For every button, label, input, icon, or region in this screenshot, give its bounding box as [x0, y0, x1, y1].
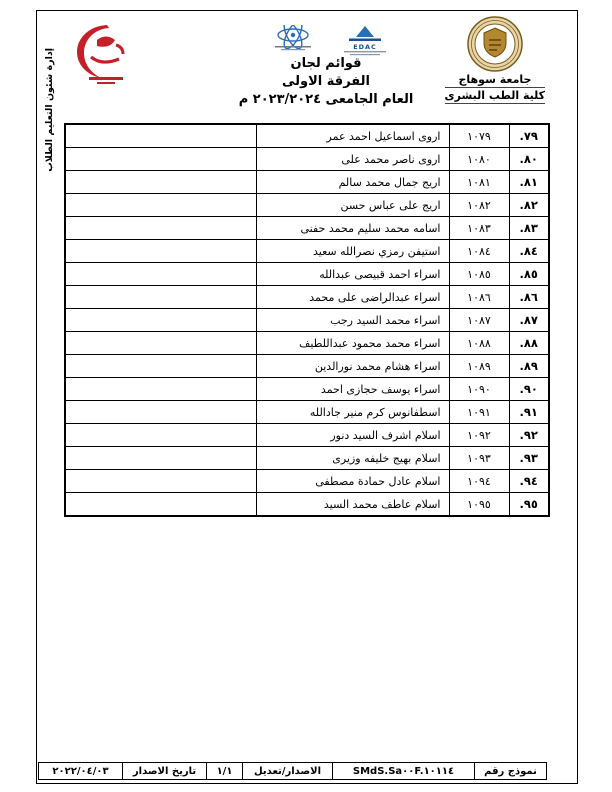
seat-number: ١٠٨٦ — [449, 286, 509, 309]
serial-number: ٩٠. — [509, 378, 549, 401]
table-row — [65, 424, 549, 447]
student-name: اسراء محمد السيد رجب — [256, 309, 449, 332]
table-row — [65, 263, 549, 286]
signature-cell — [65, 263, 256, 286]
table-row — [65, 401, 549, 424]
signature-cell — [65, 401, 256, 424]
table-row — [65, 355, 549, 378]
seat-number: ١٠٨٠ — [449, 148, 509, 171]
student-name: اسراء محمد محمود عبداللطيف — [256, 332, 449, 355]
signature-cell — [65, 194, 256, 217]
department-vertical-label: إدارة شئون التعليم الطلاب — [44, 48, 55, 172]
edac-accreditation-logo — [336, 25, 394, 56]
table-row — [65, 378, 549, 401]
serial-number: ٩٣. — [509, 447, 549, 470]
serial-number: ٧٩. — [509, 124, 549, 148]
seat-number: ١٠٨٢ — [449, 194, 509, 217]
form-number-value: SMdS.Sa٠٠F.١٠١١٤ — [333, 763, 475, 780]
student-name: اريج على عباس حسن — [256, 194, 449, 217]
page-title: قوائم لجان — [290, 56, 362, 71]
edac-logo-text: EDAC — [353, 43, 377, 51]
serial-number: ٩٢. — [509, 424, 549, 447]
signature-cell — [65, 286, 256, 309]
signature-cell — [65, 124, 256, 148]
table-row — [65, 148, 549, 171]
signature-cell — [65, 217, 256, 240]
serial-number: ٨٠. — [509, 148, 549, 171]
seat-number: ١٠٩٠ — [449, 378, 509, 401]
student-name: اسلام عادل حمادة مصطفى — [256, 470, 449, 493]
seat-number: ١٠٨٣ — [449, 217, 509, 240]
table-row — [65, 124, 549, 148]
seat-number: ١٠٩٢ — [449, 424, 509, 447]
university-name: جامعة سوهاج — [445, 73, 545, 88]
accreditation-globe-logo — [264, 25, 322, 56]
signature-cell — [65, 171, 256, 194]
form-footer — [38, 762, 547, 780]
table-row — [65, 332, 549, 355]
student-name: اسراء عبدالراضى على محمد — [256, 286, 449, 309]
table-row — [65, 493, 549, 517]
footer-row — [39, 763, 547, 780]
table-row — [65, 286, 549, 309]
signature-cell — [65, 355, 256, 378]
orbit-globe-icon — [264, 25, 322, 51]
signature-cell — [65, 493, 256, 517]
form-number-label: نموذج رقم — [475, 763, 547, 780]
accreditation-logos — [249, 25, 409, 56]
serial-number: ٨٩. — [509, 355, 549, 378]
signature-cell — [65, 309, 256, 332]
seat-number: ١٠٩١ — [449, 401, 509, 424]
student-name: اريج جمال محمد سالم — [256, 171, 449, 194]
faculty-name: كلية الطب البشرى — [444, 89, 545, 102]
signature-cell — [65, 332, 256, 355]
university-seal-block — [435, 16, 555, 104]
student-name: اسراء احمد قبيصى عبدالله — [256, 263, 449, 286]
student-name: استيفن رمزي نصرالله سعيد — [256, 240, 449, 263]
table-row — [65, 194, 549, 217]
serial-number: ٩٤. — [509, 470, 549, 493]
issue-date-label: تاريخ الاصدار — [123, 763, 207, 780]
page-border-frame — [36, 10, 578, 784]
seat-number: ١٠٨٩ — [449, 355, 509, 378]
signature-cell — [65, 240, 256, 263]
student-roster-table — [64, 123, 550, 517]
student-name: اسلام اشرف السيد دنور — [256, 424, 449, 447]
table-row — [65, 171, 549, 194]
grade-title: الفرقة الاولى — [282, 74, 370, 89]
seat-number: ١٠٧٩ — [449, 124, 509, 148]
roster-body — [65, 124, 549, 516]
sohag-university-seal-icon — [467, 16, 523, 72]
serial-number: ٨٨. — [509, 332, 549, 355]
student-name: اسراء هشام محمد نورالدين — [256, 355, 449, 378]
seat-number: ١٠٨٥ — [449, 263, 509, 286]
table-row — [65, 447, 549, 470]
seat-number: ١٠٨٧ — [449, 309, 509, 332]
revision-value: ١/١ — [207, 763, 243, 780]
serial-number: ٨٣. — [509, 217, 549, 240]
serial-number: ٨٤. — [509, 240, 549, 263]
document-titles — [226, 55, 426, 109]
seat-number: ١٠٨٨ — [449, 332, 509, 355]
signature-cell — [65, 378, 256, 401]
table-row — [65, 470, 549, 493]
serial-number: ٨٥. — [509, 263, 549, 286]
serial-number: ٨٧. — [509, 309, 549, 332]
serial-number: ٩٥. — [509, 493, 549, 517]
revision-label: الاصدار/تعديل — [243, 763, 333, 780]
serial-number: ٨٦. — [509, 286, 549, 309]
table-row — [65, 217, 549, 240]
seat-number: ١٠٩٣ — [449, 447, 509, 470]
serial-number: ٨١. — [509, 171, 549, 194]
signature-cell — [65, 148, 256, 171]
student-name: اسلام بهيج خليفه وزيرى — [256, 447, 449, 470]
academic-year-title: العام الجامعى ٢٠٢٣/٢٠٢٤ م — [238, 92, 414, 107]
education-administration-crest-icon — [67, 21, 143, 87]
signature-cell — [65, 424, 256, 447]
table-row — [65, 240, 549, 263]
seat-number: ١٠٩٥ — [449, 493, 509, 517]
signature-cell — [65, 470, 256, 493]
seat-number: ١٠٩٤ — [449, 470, 509, 493]
student-name: اسامه محمد سليم محمد حفنى — [256, 217, 449, 240]
serial-number: ٨٢. — [509, 194, 549, 217]
student-name: اروى ناصر محمد على — [256, 148, 449, 171]
issue-date-value: ٢٠٢٢/٠٤/٠٣ — [39, 763, 123, 780]
table-row — [65, 309, 549, 332]
student-name: اروى اسماعيل احمد عمر — [256, 124, 449, 148]
edac-pyramid-icon — [336, 25, 394, 43]
seat-number: ١٠٨٤ — [449, 240, 509, 263]
student-name: اسراء يوسف حجازى احمد — [256, 378, 449, 401]
signature-cell — [65, 447, 256, 470]
student-name: اسلام عاطف محمد السيد — [256, 493, 449, 517]
seat-number: ١٠٨١ — [449, 171, 509, 194]
serial-number: ٩١. — [509, 401, 549, 424]
student-name: اسطفانوس كرم منير جادالله — [256, 401, 449, 424]
